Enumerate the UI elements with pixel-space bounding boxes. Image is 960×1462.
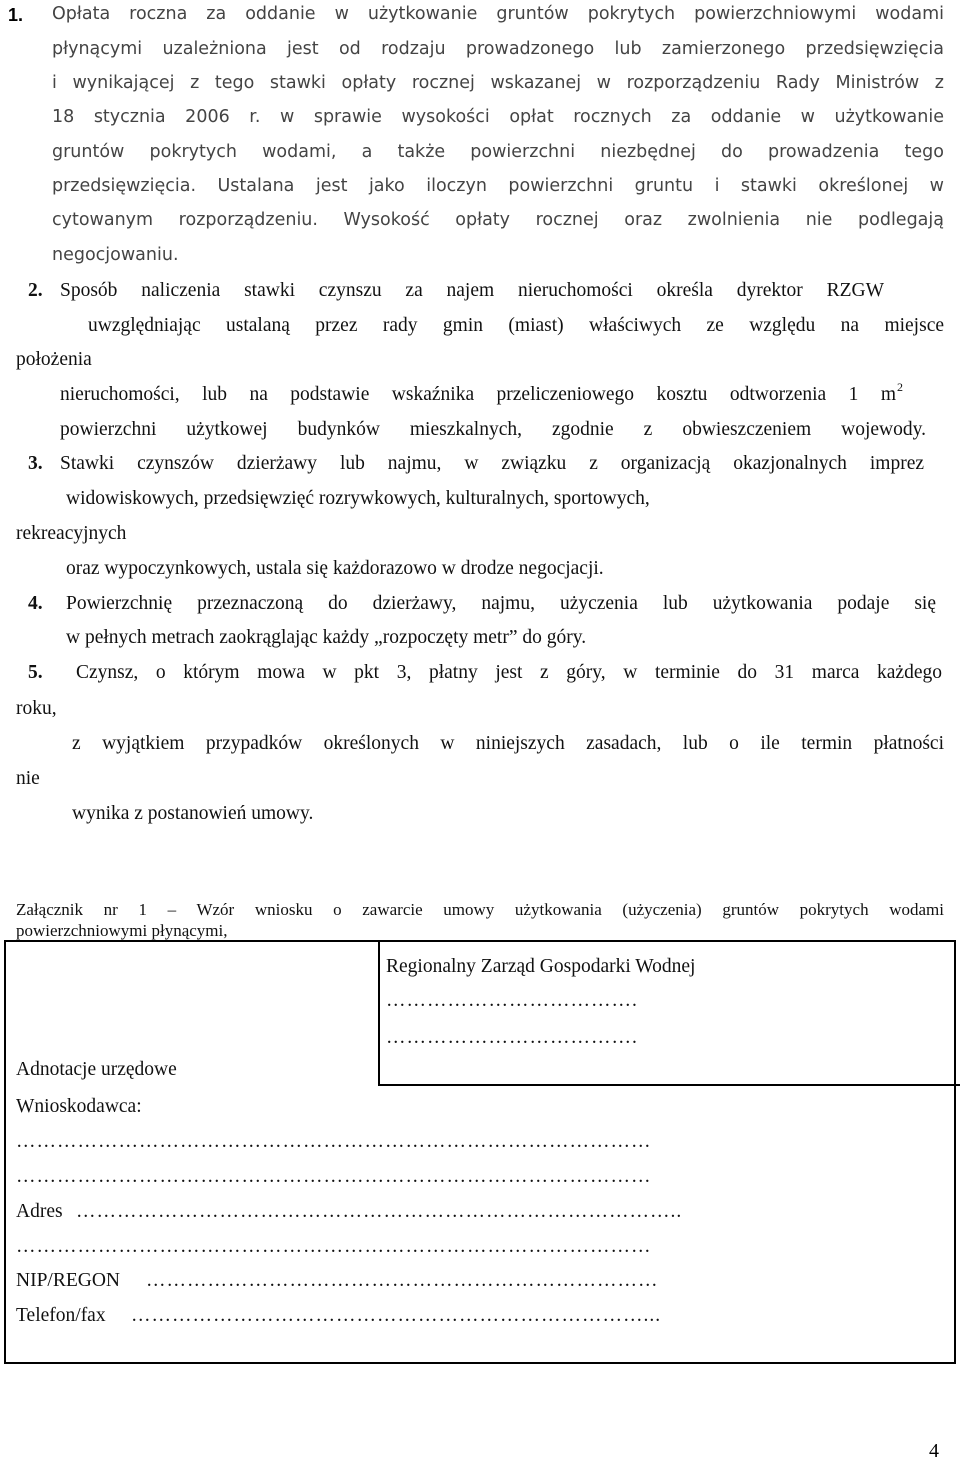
section-1-line-5: gruntów pokrytych wodami, a także powierzchni niezbędnej do prowadzenia tego bbox=[52, 142, 944, 162]
section-1-line-4: 18 stycznia 2006 r. w sprawie wysokości opłat rocznych za oddanie w użytkowanie bbox=[52, 107, 944, 127]
applicant-dots-2: ………………………………………………………………………………… bbox=[16, 1166, 652, 1187]
page-number: 4 bbox=[929, 1440, 939, 1462]
section-3-line-3: rekreacyjnych bbox=[16, 523, 127, 544]
section-5-line-2: roku, bbox=[16, 698, 57, 719]
section-5-line-4: nie bbox=[16, 768, 40, 789]
section-5-line-3: z wyjątkiem przypadków określonych w niniejszych zasadach, lub o ile termin płatności bbox=[72, 733, 944, 754]
section-2-line-1: Sposób naliczenia stawki czynszu za najem nieruchomości określa dyrektor RZGW bbox=[60, 280, 884, 301]
section-1-number: 1. bbox=[8, 5, 24, 25]
attachment-caption-line-1: Załącznik nr 1 – Wzór wniosku o zawarcie umowy użytkowania (użyczenia) gruntów pokrytych wodami bbox=[16, 900, 944, 919]
nip-regon-dots: ………………………………………………………………… bbox=[146, 1270, 659, 1291]
section-4-line-2: w pełnych metrach zaokrąglając każdy „rozpoczęty metr” do góry. bbox=[66, 627, 587, 648]
section-4-line-1: Powierzchnię przeznaczoną do dzierżawy, najmu, użyczenia lub użytkowania podaje się bbox=[66, 593, 936, 614]
nip-regon-label: NIP/REGON bbox=[16, 1270, 121, 1291]
applicant-dots-1: ………………………………………………………………………………… bbox=[16, 1131, 652, 1152]
applicant-label: Wnioskodawca: bbox=[16, 1096, 142, 1117]
section-3-line-1: Stawki czynszów dzierżawy lub najmu, w związku z organizacją okazjonalnych imprez bbox=[60, 453, 924, 474]
phone-fax-label: Telefon/fax bbox=[16, 1305, 106, 1326]
address-label: Adres bbox=[16, 1201, 63, 1222]
phone-fax-dots: …………………………………………………………………... bbox=[131, 1305, 662, 1326]
authority-dots-2: ………………………………. bbox=[386, 1027, 638, 1048]
section-1-line-1: Opłata roczna za oddanie w użytkowanie gruntów pokrytych powierzchniowymi wodami bbox=[52, 4, 944, 24]
authority-dots-1: ………………………………. bbox=[386, 990, 638, 1011]
section-2-superscript: 2 bbox=[897, 380, 903, 394]
section-5-line-1: Czynsz, o którym mowa w pkt 3, płatny jest z góry, w terminie do 31 marca każdego bbox=[76, 662, 942, 683]
section-4-number: 4. bbox=[28, 593, 43, 614]
authority-name: Regionalny Zarząd Gospodarki Wodnej bbox=[386, 956, 696, 977]
section-3-line-4: oraz wypoczynkowych, ustala się każdorazowo w drodze negocjacji. bbox=[66, 558, 604, 579]
section-3-number: 3. bbox=[28, 453, 43, 474]
section-2-number: 2. bbox=[28, 280, 43, 301]
section-1-line-3: i wynikającej z tego stawki opłaty rocznej wskazanej w rozporządzeniu Rady Ministrów z bbox=[52, 73, 944, 93]
address-dots: …………………………………………………………………………….. bbox=[76, 1201, 683, 1222]
section-5-line-5: wynika z postanowień umowy. bbox=[72, 803, 314, 824]
section-1-line-2: płynącymi uzależniona jest od rodzaju prowadzonego lub zamierzonego przedsięwzięcia bbox=[52, 39, 944, 59]
section-5-number: 5. bbox=[28, 662, 43, 683]
section-2-line-3: położenia bbox=[16, 349, 92, 370]
section-2-line-2: uwzględniając ustalaną przez rady gmin (miast) właściwych ze względu na miejsce bbox=[88, 315, 944, 336]
section-1-line-7: cytowanym rozporządzeniu. Wysokość opłaty rocznej oraz zwolnienia nie podlegają bbox=[52, 210, 944, 230]
section-2-line-5: powierzchni użytkowej budynków mieszkalnych, zgodnie z obwieszczeniem wojewody. bbox=[60, 419, 926, 440]
section-2-line-4: nieruchomości, lub na podstawie wskaźnika przeliczeniowego kosztu odtworzenia 1 m bbox=[60, 384, 896, 405]
section-3-line-2: widowiskowych, przedsięwzięć rozrywkowych, kulturalnych, sportowych, bbox=[66, 488, 650, 509]
attachment-caption-line-2: powierzchniowymi płynącymi, bbox=[16, 921, 228, 940]
section-1-line-6: przedsięwzięcia. Ustalana jest jako iloczyn powierzchni gruntu i stawki określonej w bbox=[52, 176, 944, 196]
section-1-line-8: negocjowaniu. bbox=[52, 245, 179, 265]
address-dots-2: ………………………………………………………………………………… bbox=[16, 1236, 652, 1257]
official-notes-label: Adnotacje urzędowe bbox=[16, 1059, 177, 1080]
